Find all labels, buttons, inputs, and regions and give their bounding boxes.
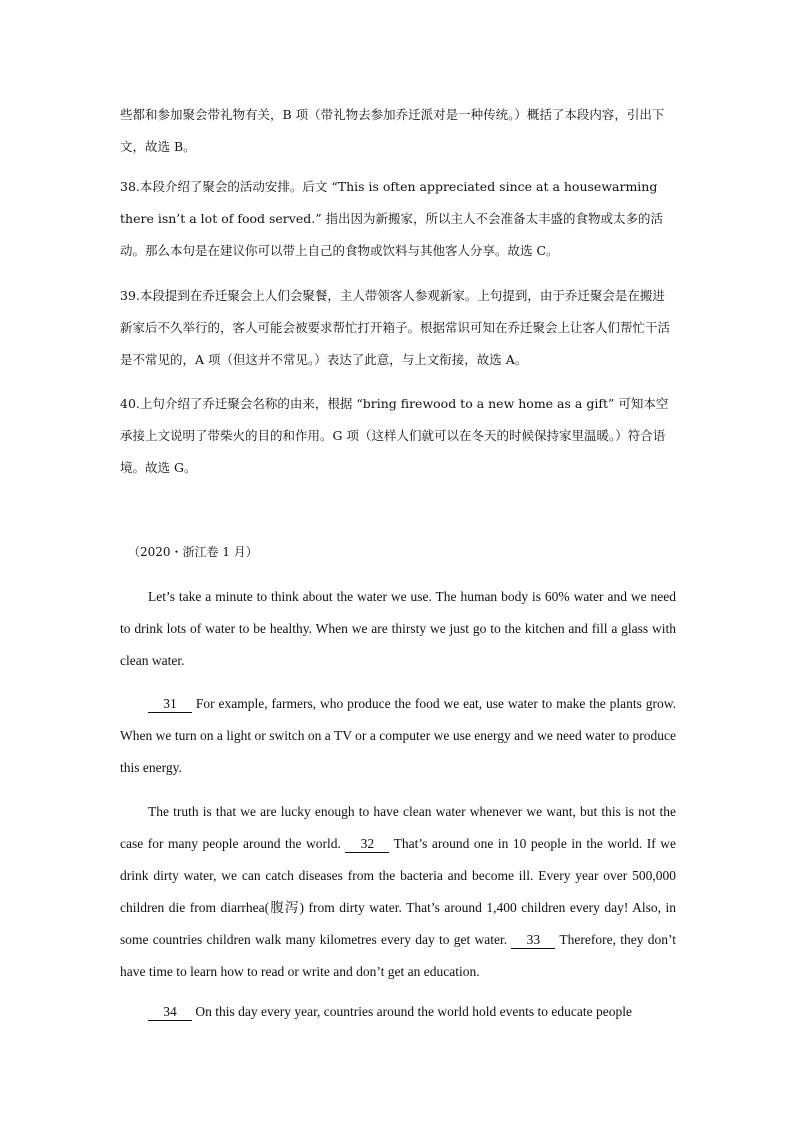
passage-paragraph-3 (120, 796, 676, 988)
blank-31[interactable]: 31 (148, 696, 192, 713)
explanation-39: 39.本段提到在乔迁聚会上人们会聚餐，主人带领客人参观新家。上句提到，由于乔迁聚会是在搬进新家后不久举行的，客人可能会被要求帮忙打开箱子。根据常识可知在乔迁聚会上让客人们帮忙干活是不常见的，A 项（但这并不常见。）表达了此意，与上文衔接，故选 A。 (120, 288, 671, 367)
blank-34[interactable]: 34 (148, 1004, 192, 1021)
blank-33[interactable]: 33 (511, 932, 555, 949)
passage-paragraph-3-part-b: That’s around one in 10 people in the world. If we drink dirty water, we can catch diseases from the bacteria and become ill. Every year over 500,000 children die from diarrhea(腹泻) from dirty water. That’s around 1,400 children every day! Also, in some countries children walk many kilometres every day to get water. (120, 836, 676, 947)
passage-paragraph-3-part-a: The truth is that we are lucky enough to have clean water whenever we want, but this is not the case for many people around the world. (120, 804, 676, 851)
blank-32[interactable]: 32 (345, 836, 389, 853)
passage-paragraph-1: Let’s take a minute to think about the water we use. The human body is 60% water and we need to drink lots of water to be healthy. When we are thirsty we just go to the kitchen and fill a glass with clean water. (120, 589, 676, 668)
passage-paragraph-4-text: On this day every year, countries around the world hold events to educate people (195, 1004, 632, 1019)
explanation-40: 40.上句介绍了乔迁聚会名称的由来，根据 “bring firewood to a new home as a gift” 可知本空承接上文说明了带柴火的目的和作用。G 项（这样人们就可以在冬天的时候保持家里温暖。）符合语境。故选 G。 (120, 396, 669, 475)
passage-paragraph-4 (120, 996, 676, 1028)
passage-paragraph-2-text: For example, farmers, who produce the food we eat, use water to make the plants grow. When we turn on a light or switch on a TV or a computer we use energy and we need water to produce this energy. (120, 696, 677, 775)
explanation-38: 38.本段介绍了聚会的活动安排。后文 “This is often appreciated since at a housewarming there isn’t a lot of food served.” 指出因为新搬家，所以主人不会准备太丰盛的食物或太多的活动。那么本句是在建议你可以带上自己的食物或饮料与其他客人分享。故选 C。 (120, 179, 664, 258)
passage-paragraph-2 (120, 688, 676, 784)
explanation-37-end: 些都和参加聚会带礼物有关，B 项（带礼物去参加乔迁派对是一种传统。）概括了本段内容，引出下文，故选 B。 (120, 107, 665, 154)
source-label: （2020・浙江卷 1 月） (128, 545, 258, 559)
passage-paragraph-3-part-c: Therefore, they don’t have time to learn how to read or write and don’t get an education. (120, 932, 676, 979)
